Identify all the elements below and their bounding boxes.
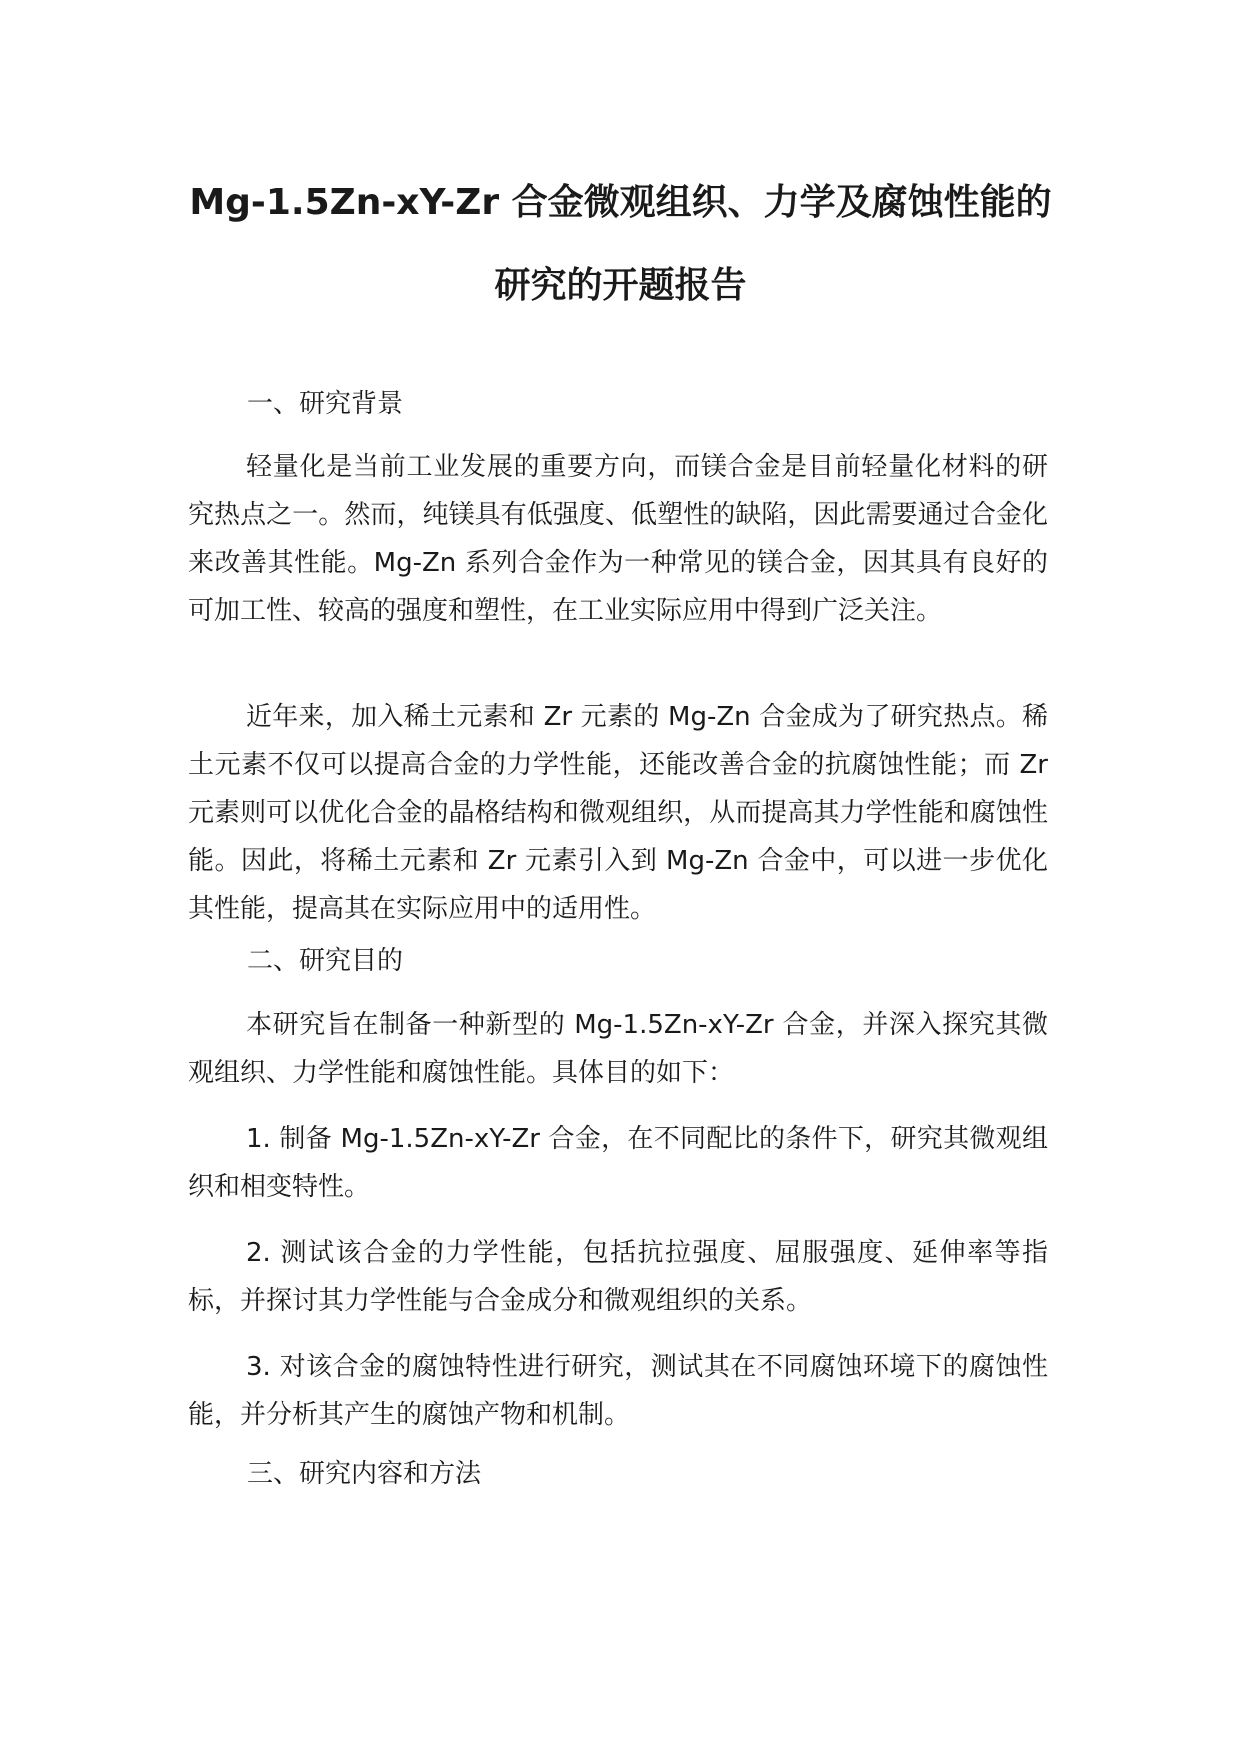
- paragraph-background-1: 轻量化是当前工业发展的重要方向，而镁合金是目前轻量化材料的研究热点之一。然而，纯镁具有低强度、低塑性的缺陷，因此需要通过合金化来改善其性能。Mg-Zn 系列合金作为一种常见的镁合金，因其具有良好的可加工性、较高的强度和塑性，在工业实际应用中得到广泛关注。: [188, 452, 1048, 626]
- document-title-line2: 研究的开题报告: [494, 265, 747, 306]
- list-item-purpose-3: 3. 对该合金的腐蚀特性进行研究，测试其在不同腐蚀环境下的腐蚀性能，并分析其产生的腐蚀产物和机制。: [188, 1352, 1048, 1430]
- paragraph-background-2: 近年来，加入稀土元素和 Zr 元素的 Mg-Zn 合金成为了研究热点。稀土元素不仅可以提高合金的力学性能，还能改善合金的抗腐蚀性能；而 Zr 元素则可以优化合金的晶格结构和微观组织，从而提高其力学性能和腐蚀性能。因此，将稀土元素和 Zr 元素引入到 Mg-Zn 合金中，可以进一步优化其性能，提高其在实际应用中的适用性。: [188, 702, 1048, 924]
- document-title-line1: Mg-1.5Zn-xY-Zr 合金微观组织、力学及腐蚀性能的: [189, 182, 1052, 223]
- section-heading-purpose: 二、研究目的: [247, 946, 404, 976]
- section-heading-content-methods: 三、研究内容和方法: [247, 1459, 482, 1489]
- paragraph-purpose-intro: 本研究旨在制备一种新型的 Mg-1.5Zn-xY-Zr 合金，并深入探究其微观组织、力学性能和腐蚀性能。具体目的如下：: [188, 1010, 1048, 1088]
- section-heading-background: 一、研究背景: [247, 389, 404, 419]
- list-item-purpose-2: 2. 测试该合金的力学性能，包括抗拉强度、屈服强度、延伸率等指标，并探讨其力学性能与合金成分和微观组织的关系。: [188, 1238, 1048, 1316]
- list-item-purpose-1: 1. 制备 Mg-1.5Zn-xY-Zr 合金，在不同配比的条件下，研究其微观组织和相变特性。: [188, 1124, 1048, 1202]
